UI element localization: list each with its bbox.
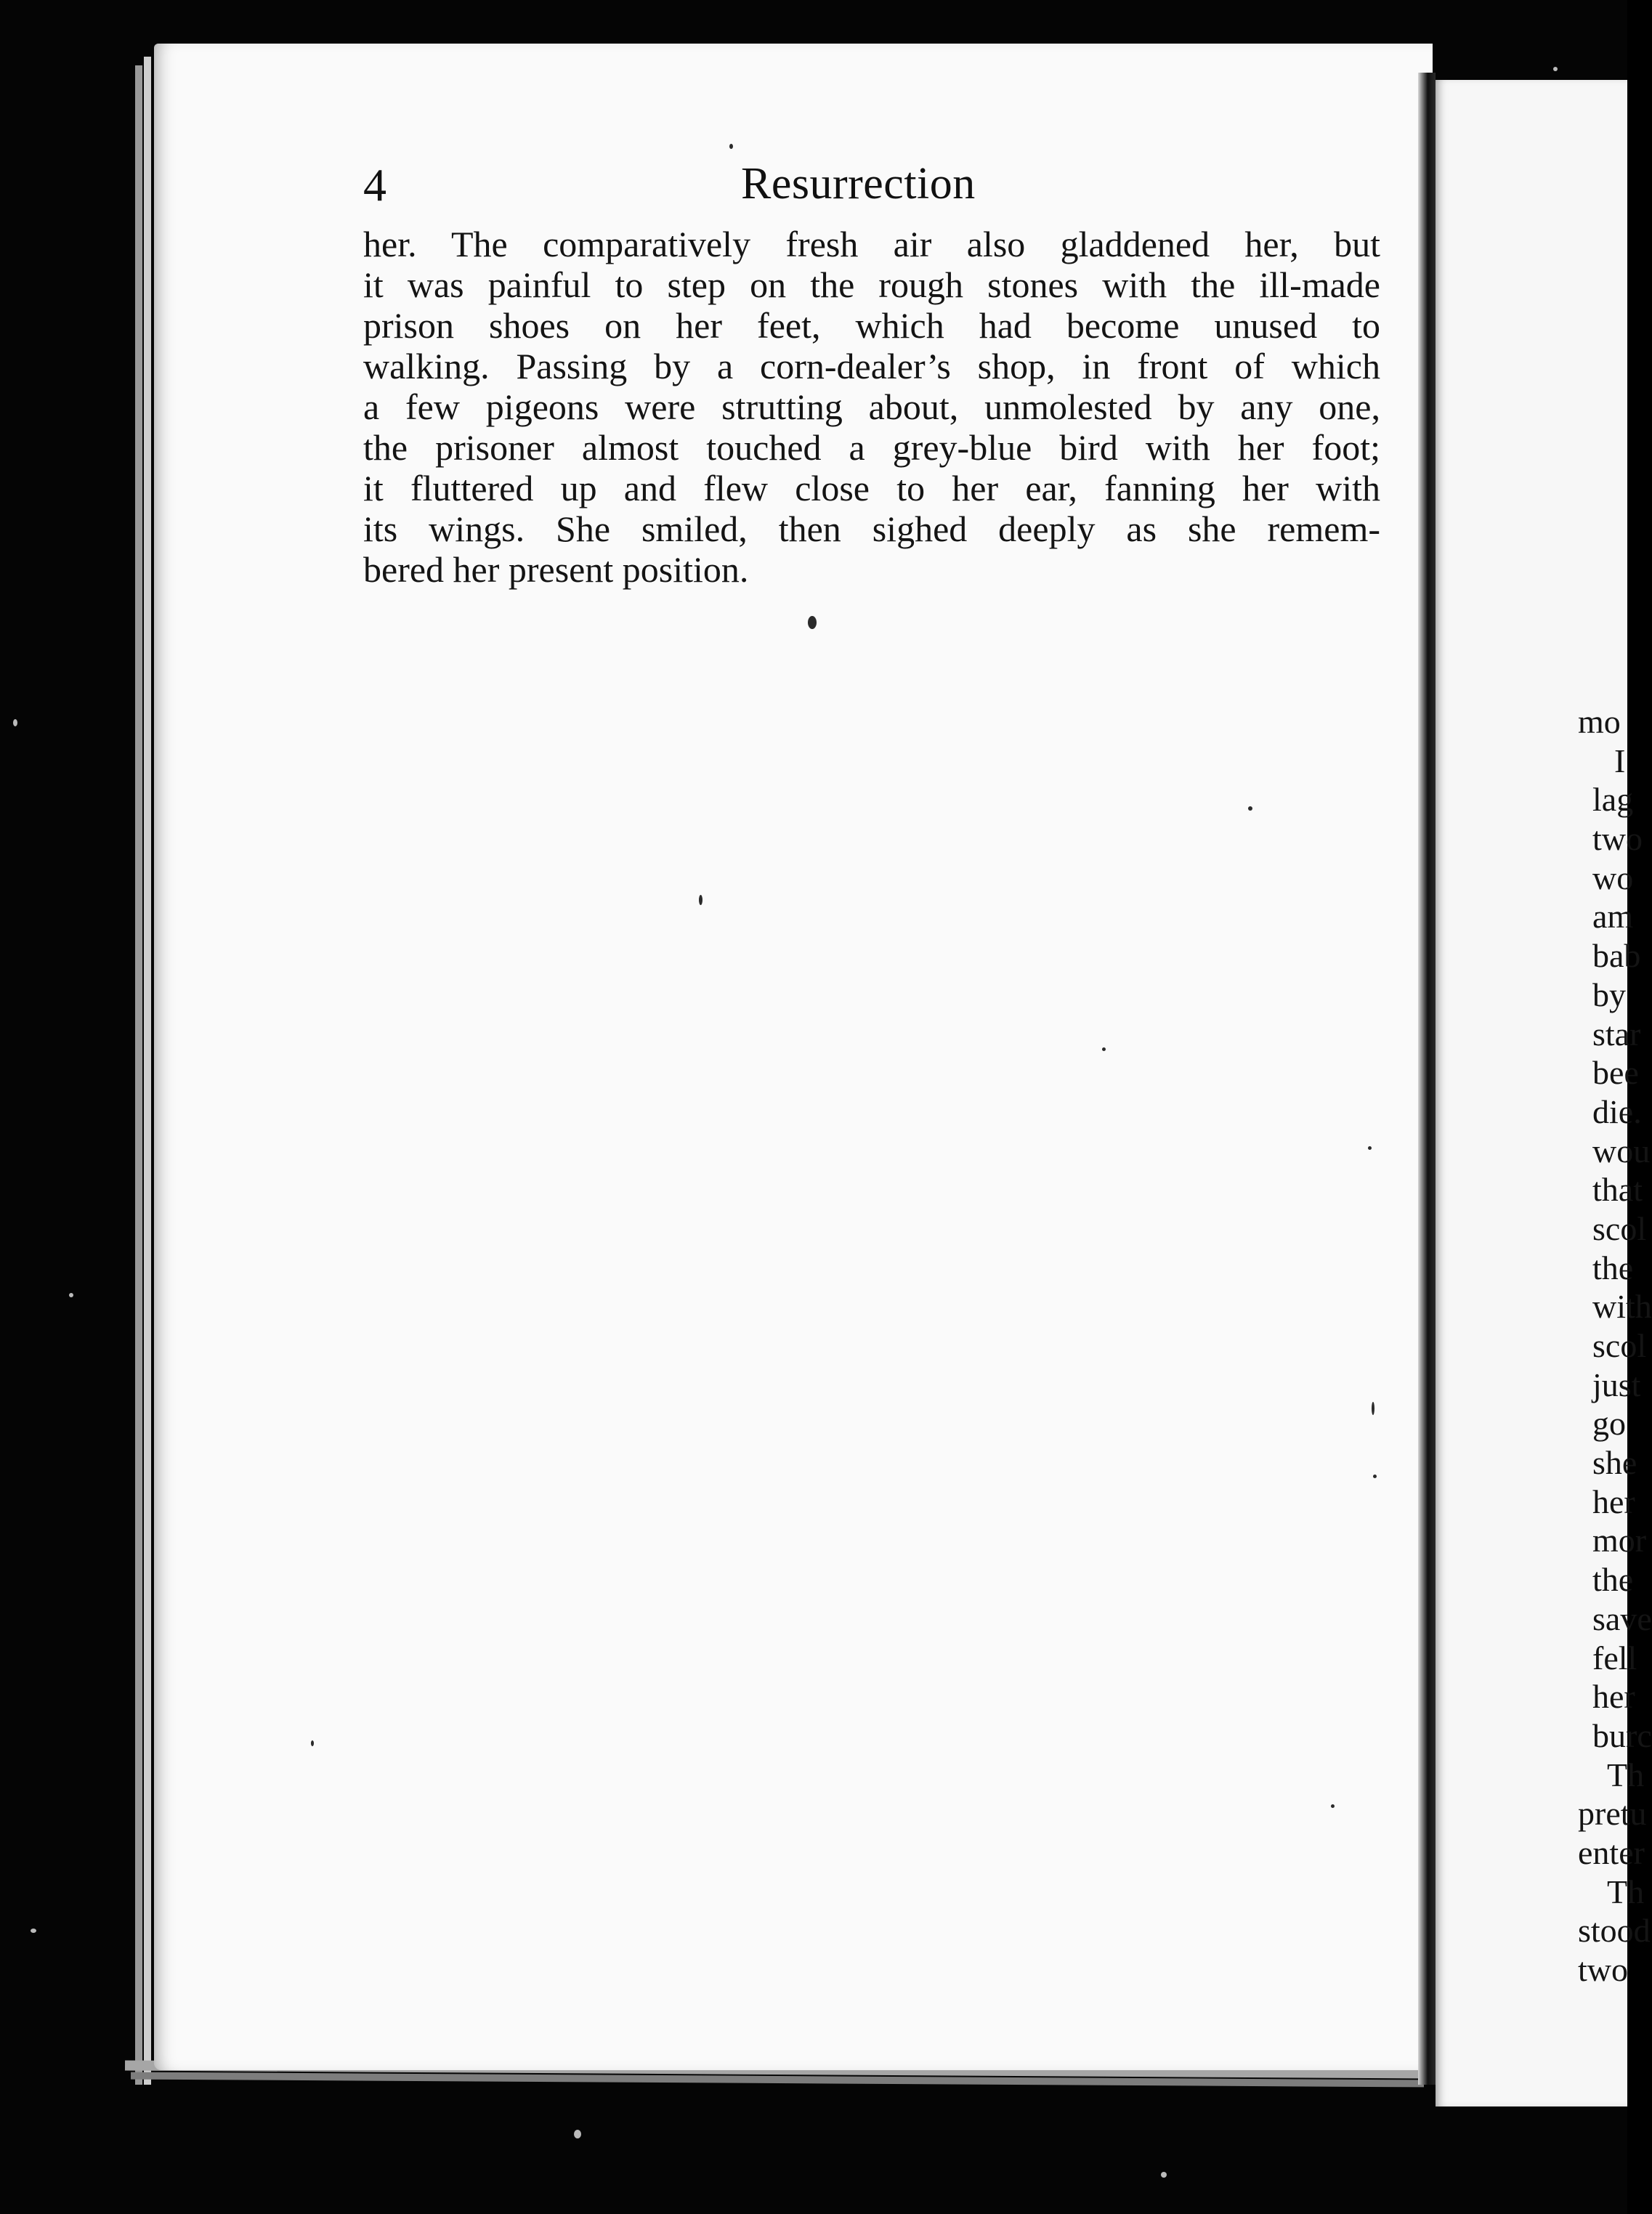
right-page-line-fragment: enter [1578,1833,1645,1871]
right-page-line-fragment: she [1592,1444,1637,1482]
right-page-line-fragment: Th [1607,1756,1645,1793]
right-page-line-fragment: bab [1592,937,1641,975]
right-page-text-fragments [1578,702,1652,1990]
scan-speck [1102,1047,1106,1051]
scan-speck [574,2130,581,2138]
scan-speck [1331,1804,1335,1808]
scan-speck [13,719,17,726]
scan-speck [729,144,733,149]
text-line: a few pigeons were strutting about, unmolested by any one, [363,386,1380,427]
right-page-line-fragment: scol [1592,1209,1647,1247]
right-page-line-fragment: just [1592,1366,1641,1403]
right-page-line-fragment: wo [1592,859,1634,896]
text-line: prison shoes on her feet, which had become unused to [363,305,1380,346]
scan-speck [311,1740,314,1746]
text-line: walking. Passing by a corn-dealer’s shop, in front of which [363,346,1380,386]
right-page-line-fragment: that [1592,1171,1643,1209]
book-gutter [1418,73,1436,2085]
page-number: 4 [363,159,386,211]
right-page-line-fragment: lag [1592,781,1634,819]
right-page-line-fragment: I [1614,742,1626,779]
right-page-line-fragment: her [1592,1678,1635,1716]
right-page-line-fragment: Th [1607,1873,1645,1910]
right-page-line-fragment: mor [1592,1522,1647,1560]
scan-speck [1553,67,1558,71]
text-line: bered her present position. [363,549,749,590]
text-line: its wings. She smiled, then sighed deeply as she remem- [363,508,1380,549]
right-page-line-fragment: save [1592,1599,1652,1637]
right-page-line-fragment: two [1592,820,1643,858]
right-page-line-fragment: two [1578,1951,1628,1988]
text-line: her. The comparatively fresh air also gladdened her, but [363,224,1380,264]
right-page-line-fragment: am [1592,898,1634,936]
right-page-line-fragment: star [1592,1015,1641,1053]
scan-speck [1248,806,1252,811]
running-head: Resurrection [741,159,976,208]
scan-speck [31,1929,36,1933]
body-paragraph [363,224,1380,590]
right-page-line-fragment: scol [1592,1327,1647,1364]
scan-speck [1373,1475,1377,1478]
scan-speck [1368,1146,1372,1150]
right-page-line-fragment: wou [1592,1132,1651,1169]
right-page-line-fragment: with [1592,1288,1652,1326]
right-page-line-fragment: the [1592,1561,1634,1599]
text-line: it was painful to step on the rough stones with the ill-made [363,264,1380,305]
page-stack-edge [144,57,151,2085]
scan-speck [699,895,702,905]
right-page-line-fragment: fell [1592,1639,1637,1676]
scan-speck [69,1293,73,1297]
right-page-line-fragment: mo [1578,703,1621,740]
scan-speck [808,616,817,629]
right-page-line-fragment: by [1592,976,1626,1013]
right-page-line-fragment: go [1592,1405,1626,1443]
right-page [1436,80,1652,2106]
text-line: it fluttered up and flew close to her ear, fanning her with [363,468,1380,508]
scan-speck [1161,2172,1167,2178]
right-page-line-fragment: the [1592,1249,1634,1286]
right-page-line-fragment: her [1592,1483,1635,1520]
right-page-line-fragment: pretu [1578,1795,1647,1833]
page-stack-edge [135,65,142,2085]
right-page-line-fragment: burc [1592,1716,1652,1754]
scan-speck [1372,1402,1374,1415]
right-page-line-fragment: bee [1592,1054,1639,1092]
right-page-line-fragment: stood [1578,1912,1651,1950]
text-line: the prisoner almost touched a grey-blue bird with her foot; [363,427,1380,468]
right-page-line-fragment: die. [1592,1092,1642,1130]
